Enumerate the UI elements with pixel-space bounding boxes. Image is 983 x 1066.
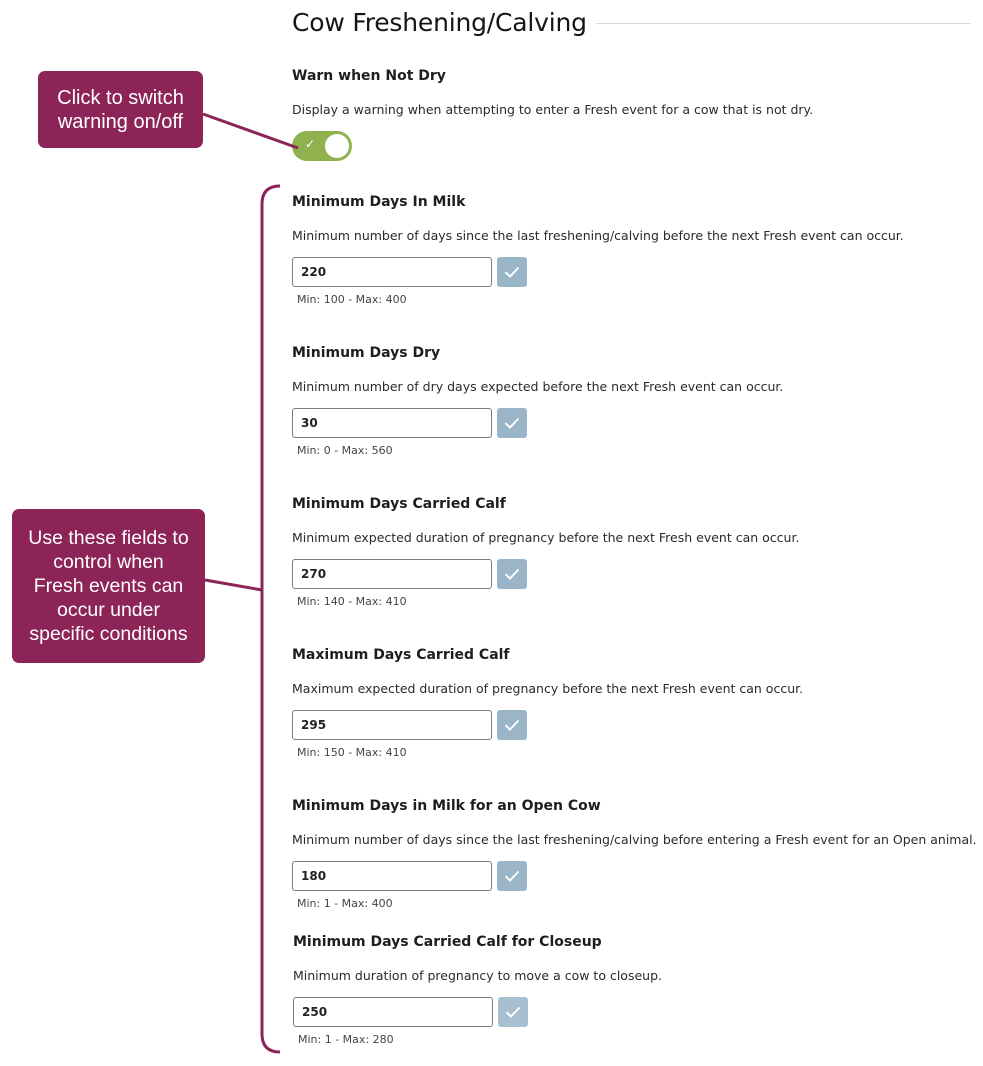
fields-callout-line: occur under [57,599,160,621]
max-days-carried-calf-label: Maximum Days Carried Calf [292,647,510,663]
max-days-carried-calf-range: Min: 150 - Max: 410 [297,746,407,759]
page-title: Cow Freshening/Calving [292,8,587,37]
max-days-carried-calf-description: Maximum expected duration of pregnancy before the next Fresh event can occur. [292,681,804,696]
fields-callout-line: specific conditions [29,623,188,645]
min-days-in-milk-open-cow-description: Minimum number of days since the last freshening/calving before entering a Fresh event for an Open animal. [292,832,977,847]
warn-not-dry-label: Warn when Not Dry [292,68,446,84]
min-days-in-milk-label: Minimum Days In Milk [292,194,466,210]
min-days-carried-calf-closeup-description: Minimum duration of pregnancy to move a cow to closeup. [293,968,662,983]
min-days-dry-range: Min: 0 - Max: 560 [297,444,393,457]
min-days-dry-label: Minimum Days Dry [292,345,441,361]
toggle-callout-connector [203,114,298,148]
fields-bracket [262,186,280,1052]
min-days-in-milk-open-cow-label: Minimum Days in Milk for an Open Cow [292,798,601,814]
check-icon: ✓ [305,137,316,151]
toggle-callout [38,71,203,148]
fields-callout-line: Fresh events can [33,575,184,597]
toggle-callout-line: warning on/off [57,110,184,133]
min-days-in-milk-range: Min: 100 - Max: 400 [297,293,407,306]
toggle-callout-line: Click to switch [57,86,184,109]
min-days-carried-calf-range: Min: 140 - Max: 410 [297,595,407,608]
min-days-in-milk-open-cow-range: Min: 1 - Max: 400 [297,897,393,910]
min-days-in-milk-description: Minimum number of days since the last freshening/calving before the next Fresh event can occur. [292,228,904,243]
min-days-carried-calf-description: Minimum expected duration of pregnancy before the next Fresh event can occur. [292,530,800,545]
min-days-carried-calf-closeup-label: Minimum Days Carried Calf for Closeup [293,934,602,950]
fields-callout-connector [205,580,262,590]
min-days-carried-calf-closeup-range: Min: 1 - Max: 280 [298,1033,394,1046]
fields-callout [12,509,205,663]
fields-callout-line: control when [53,551,164,573]
min-days-dry-description: Minimum number of dry days expected before the next Fresh event can occur. [292,379,784,394]
warn-not-dry-description: Display a warning when attempting to enter a Fresh event for a cow that is not dry. [292,102,814,117]
fields-callout-line: Use these fields to [28,527,189,549]
min-days-carried-calf-label: Minimum Days Carried Calf [292,496,506,512]
